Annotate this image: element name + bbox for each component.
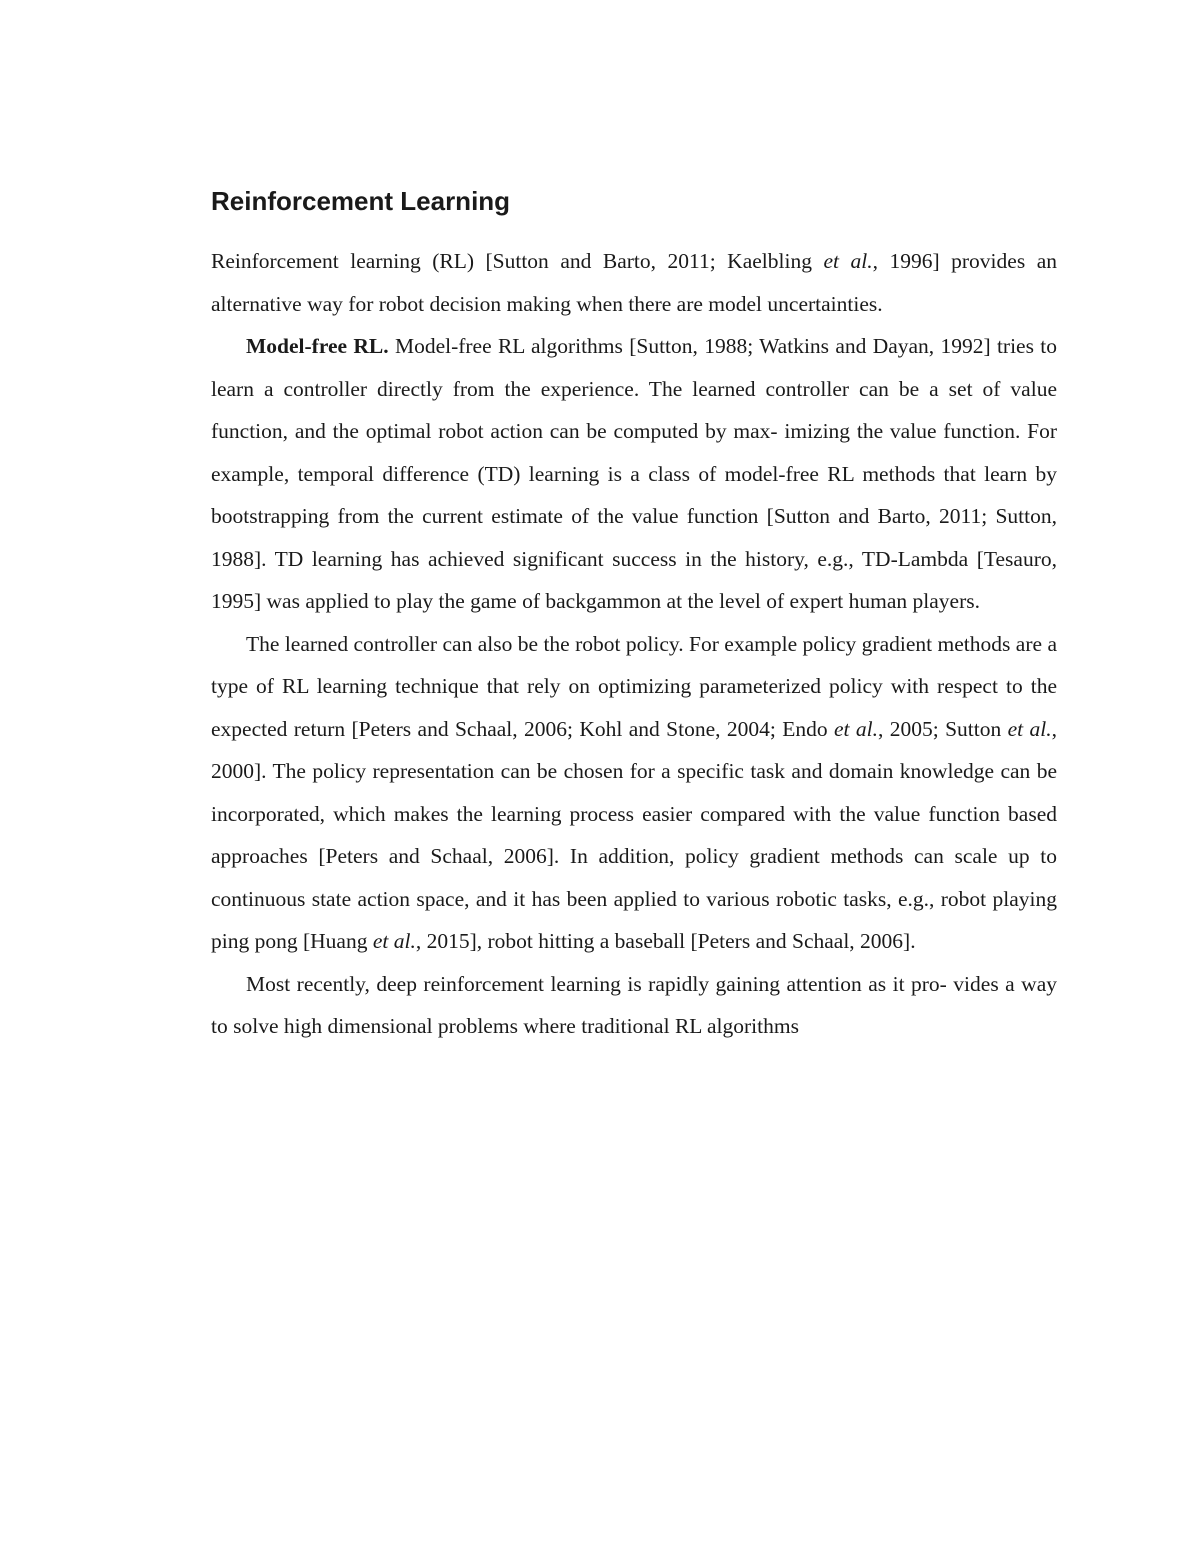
paragraph-text: , 1996] provides an alternative way for robot decision making when there are model uncertainties. bbox=[211, 249, 1057, 316]
paragraph-text: Model-free RL algorithms [Sutton, 1988; Watkins and Dayan, 1992] tries to learn a controller directly from the experience. The learned controller can be a set of value function, and the optimal robot action can be computed by max- imizing the value function. For example, temporal difference (TD) learning is a class of model-free RL methods that learn by bootstrapping from the current estimate of the value function [Sutton and Barto, 2011; Sutton, 1988]. TD learning has achieved significant success in the history, e.g., TD-Lambda [Tesauro, 1995] was applied to play the game of backgammon at the level of expert human players. bbox=[211, 334, 1058, 613]
section-body bbox=[211, 240, 1057, 1048]
section-heading: Reinforcement Learning bbox=[211, 186, 511, 216]
paragraph-text: Most recently, deep reinforcement learning is rapidly gaining attention as it pro- vides a way to solve high dimensional problems where traditional RL algorithms bbox=[211, 971, 1057, 1038]
citation-et-al: et al. bbox=[1007, 716, 1052, 741]
citation-et-al: et al. bbox=[372, 929, 416, 953]
paragraph-policy-gradient bbox=[211, 623, 1057, 963]
paragraph-intro bbox=[211, 240, 1057, 325]
paragraph-model-free bbox=[211, 325, 1057, 623]
citation-et-al: et al. bbox=[823, 249, 873, 273]
citation-et-al: et al. bbox=[833, 716, 878, 741]
run-in-heading: Model-free RL. bbox=[246, 334, 389, 358]
paragraph-deep-rl bbox=[211, 963, 1057, 1048]
paragraph-text: The learned controller can also be the robot policy. For example policy gradient methods are a type of RL learning technique that rely on optimizing parameterized policy with respect to the expected return [Peters and Schaal, 2006; Kohl and Stone, 2004; Endo bbox=[211, 631, 1057, 741]
paragraph-text: , 2005; Sutton bbox=[877, 716, 1008, 741]
paragraph-text: , 2015], robot hitting a baseball [Peters and Schaal, 2006]. bbox=[415, 929, 916, 953]
paragraph-text: Reinforcement learning (RL) [Sutton and Barto, 2011; Kaelbling bbox=[211, 249, 824, 273]
paragraph-text: , 2000]. The policy representation can be chosen for a specific task and domain knowledge can be incorporated, which makes the learning process easier compared with the value function based approaches [Peters and Schaal, 2006]. In addition, policy gradient methods can scale up to continuous state action space, and it has been applied to various robotic tasks, e.g., robot playing ping pong [Huang bbox=[211, 716, 1057, 953]
